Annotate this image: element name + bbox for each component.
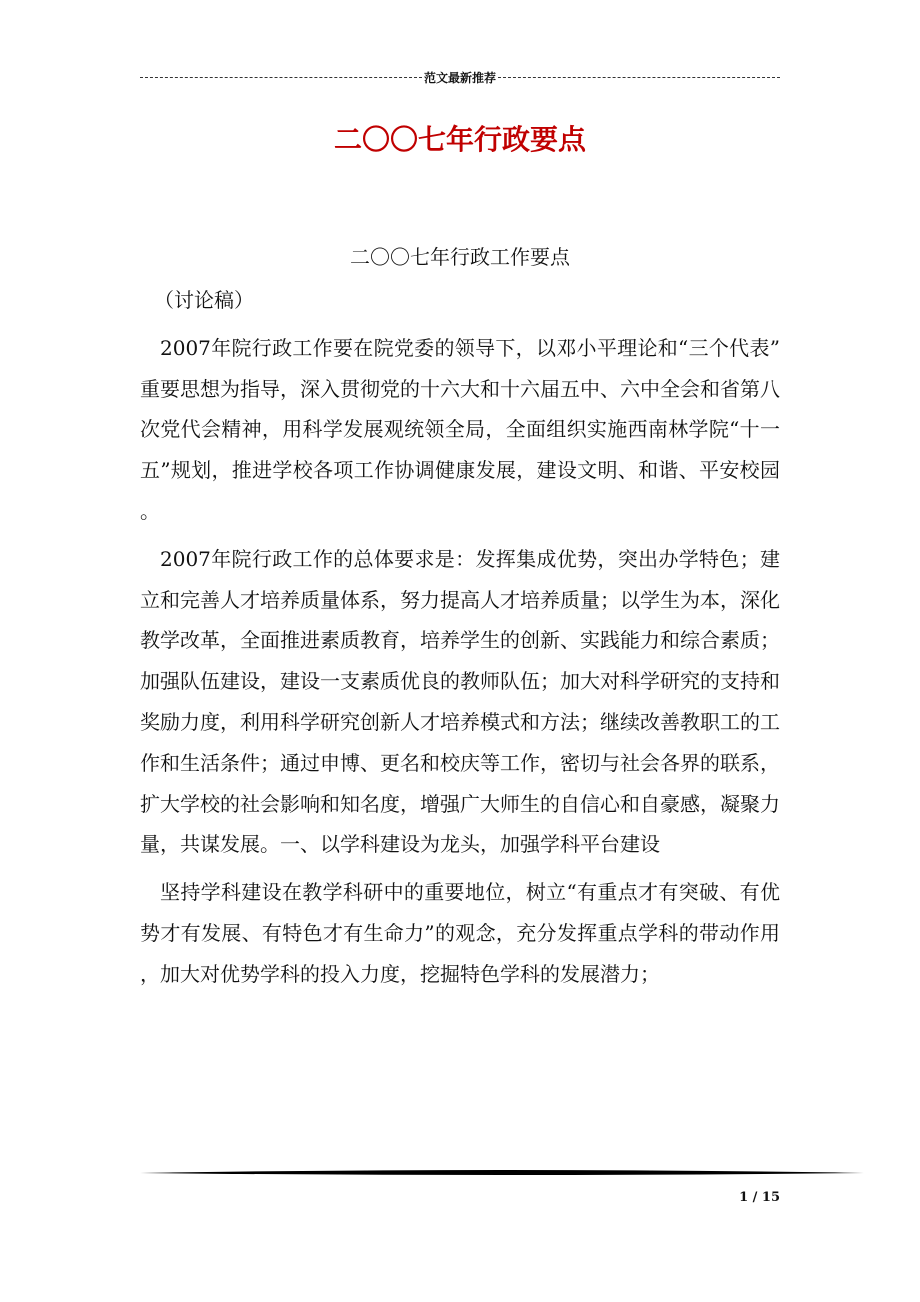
- paragraph-2: 2007年院行政工作的总体要求是：发挥集成优势，突出办学特色；建立和完善人才培养质量体系，努力提高人才培养质量；以学生为本，深化教学改革，全面推进素质教育，培养学生的创新、实践能力和综合素质；加强队伍建设，建设一支素质优良的教师队伍；加大对科学研究的支持和奖励力度，利用科学研究创新人才培养模式和方法；继续改善教职工的工作和生活条件；通过申博、更名和校庆等工作，密切与社会各界的联系，扩大学校的社会影响和知名度，增强广大师生的自信心和自豪感，凝聚力量，共谋发展。一、以学科建设为龙头，加强学科平台建设: [140, 546, 780, 857]
- document-title: 二〇〇七年行政要点: [333, 123, 586, 156]
- header-dash-right: [498, 77, 780, 78]
- draft-note: （讨论稿）: [154, 288, 254, 312]
- page-header: [140, 68, 780, 86]
- document-body: [140, 237, 780, 1002]
- paragraph-1: 2007年院行政工作要在院党委的领导下，以邓小平理论和“三个代表”重要思想为指导，深入贯彻党的十六大和十六届五中、六中全会和省第八次党代会精神，用科学发展观统领全局，全面组织实施西南林学院“十一五”规划，推进学校各项工作协调健康发展，建设文明、和谐、平安校园。: [140, 335, 780, 523]
- header-label: 范文最新推荐: [424, 70, 497, 85]
- document-subtitle: 二〇〇七年行政工作要点: [350, 245, 570, 269]
- header-dash-left: [140, 77, 422, 78]
- footer-rule: [140, 1168, 864, 1178]
- page-number: 1 / 15: [739, 1190, 780, 1205]
- paragraph-3: 坚持学科建设在教学科研中的重要地位，树立“有重点才有突破、有优势才有发展、有特色才有生命力”的观念，充分发挥重点学科的带动作用，加大对优势学科的投入力度，挖掘特色学科的发展潜力；: [140, 880, 780, 986]
